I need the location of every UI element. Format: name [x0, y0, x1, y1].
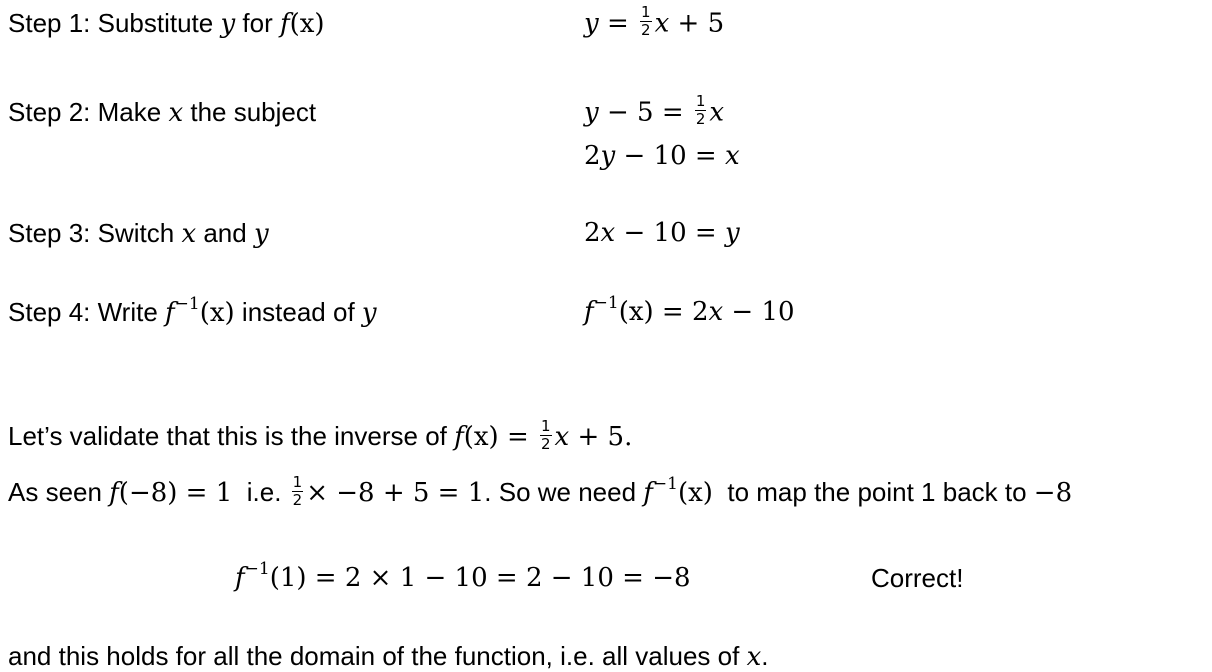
check-equation — [235, 559, 691, 593]
eq1-x: x — [654, 8, 670, 39]
eq3-x: x — [600, 218, 616, 248]
line2-end: −8 — [1033, 478, 1073, 508]
func-f: f — [454, 422, 464, 452]
step-2-tail: the subject — [190, 97, 317, 127]
eq2b-y: y — [600, 141, 616, 171]
conclusion-end: . — [761, 641, 769, 671]
eq4-arg: (x) — [618, 297, 654, 327]
eq2a-x: x — [709, 97, 725, 128]
line2-mid: . So we need — [484, 477, 644, 507]
var-x: x — [168, 98, 184, 128]
line2-expression: × −8 + 5 = 1 — [306, 478, 485, 508]
check-result: Correct! — [871, 563, 964, 593]
step-3-label — [8, 218, 269, 249]
validation-line-1 — [8, 416, 633, 455]
validation-tail: + 5. — [569, 422, 633, 452]
var-y: y — [220, 9, 236, 39]
word-and: and — [203, 218, 247, 248]
func-f: f — [165, 298, 175, 328]
var-y: y — [253, 219, 269, 249]
validation-fraction — [540, 416, 552, 453]
line2-denominator: 2 — [292, 490, 303, 509]
eq2a-denominator: 2 — [695, 110, 706, 128]
line2-tail: to map the point 1 back to — [712, 477, 1034, 507]
eq2a-rest: − 5 = — [598, 97, 692, 128]
equation-1 — [584, 3, 725, 41]
eq2a-fraction — [695, 94, 707, 127]
eq2b-lead: 2 — [584, 141, 601, 171]
check-f: f — [235, 563, 245, 593]
eq2a-y: y — [584, 97, 599, 128]
func-arg: (x) = — [463, 422, 537, 452]
line2-fraction — [292, 472, 304, 509]
var-x: x — [746, 642, 762, 672]
as-seen-text: As seen — [8, 477, 110, 507]
step-4-label — [8, 294, 377, 328]
equation-4 — [584, 293, 795, 327]
validation-numerator: 1 — [541, 416, 551, 435]
word-for: for — [242, 8, 273, 38]
equation-2a — [584, 92, 725, 130]
eq2b-x: x — [724, 141, 740, 171]
eq4-exponent: −1 — [593, 293, 619, 314]
eq3-rest: − 10 = — [615, 218, 725, 248]
equation-3 — [584, 218, 740, 248]
func-arg: (−8) = 1 — [118, 478, 233, 508]
validation-denominator: 2 — [541, 434, 551, 453]
inverse-exponent: −1 — [652, 474, 678, 495]
func-arg: (x) — [289, 9, 325, 39]
conclusion-text: and this holds for all the domain of the function, i.e. all values of — [8, 641, 747, 671]
eq1-eq: = — [598, 8, 638, 39]
conclusion-line — [8, 641, 768, 672]
var-x: x — [554, 422, 570, 452]
step-3-text: Step 3: Switch — [8, 218, 175, 248]
func-f: f — [280, 9, 290, 39]
eq2b-rest: − 10 = — [615, 141, 725, 171]
eq1-fraction — [640, 5, 652, 38]
func-arg: (x) — [677, 478, 713, 508]
func-arg: (x) — [199, 298, 235, 328]
eq4-tail: − 10 — [723, 297, 795, 327]
check-expression: (1) = 2 × 1 − 10 = 2 − 10 = −8 — [269, 563, 691, 593]
step-2-text: Step 2: Make — [8, 97, 162, 127]
eq4-f: f — [584, 297, 594, 327]
validation-line-2 — [8, 472, 1073, 511]
var-y: y — [361, 298, 377, 328]
var-x: x — [181, 219, 197, 249]
func-f: f — [109, 478, 119, 508]
validation-text: Let’s validate that this is the inverse of — [8, 421, 455, 451]
equation-2b — [584, 141, 740, 171]
ie-text: i.e. — [232, 477, 289, 507]
eq1-y: y — [584, 8, 599, 39]
eq2a-numerator: 1 — [695, 92, 706, 110]
eq1-denominator: 2 — [641, 21, 651, 39]
step-2-label — [8, 97, 316, 128]
step-1-text: Step 1: Substitute — [8, 8, 214, 38]
check-exponent: −1 — [244, 559, 270, 580]
eq4-x: x — [708, 297, 724, 327]
eq3-y: y — [724, 218, 740, 248]
inverse-exponent: −1 — [174, 294, 200, 315]
eq1-rest: + 5 — [669, 8, 725, 39]
step-1-label — [8, 8, 325, 39]
eq4-rest: = 2 — [653, 297, 709, 327]
func-f-inverse: f — [643, 478, 653, 508]
step-4-word: instead of — [241, 297, 355, 327]
line2-numerator: 1 — [292, 472, 303, 491]
eq1-numerator: 1 — [641, 3, 651, 21]
eq3-lead: 2 — [584, 218, 601, 248]
step-4-text: Step 4: Write — [8, 297, 158, 327]
